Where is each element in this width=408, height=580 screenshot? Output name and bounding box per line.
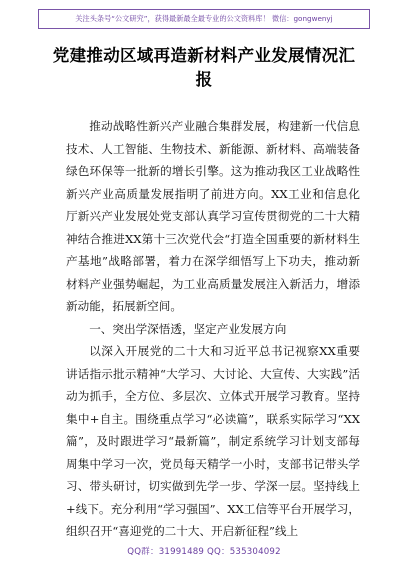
section-heading: 一、突出学深悟透，坚定产业发展方向	[89, 321, 287, 336]
section-paragraph: 以深入开展党的二十大和习近平总书记视察XX重要讲话指示批示精神“大学习、大讨论、大宣传、大实践”活动为抓手，全方位、多层次、立体式开展学习教育。坚持集中+自主。围绕重点学习“必读篇”，联系实际学习“XX篇”，及时跟进学习“最新篇”，制定系统学习计划支部每周集中学习一次，党员每天精学一小时，支部书记带头学习、带头研讨，切实做到先学一步、学深一层。坚持线上+线下。充分利用“学习强国”、XX工信等平台开展学习，组织召开“喜迎党的二十大、开启新征程”线上	[66, 344, 360, 538]
contact-footer: QQ群：31991489 QQ：535304092	[127, 547, 281, 557]
promo-banner: 关注头条号“公文研究”，获得最新最全最专业的公文资料库！ 微信：gongwenyj	[38, 9, 370, 29]
document-body	[66, 115, 360, 543]
document-title: 党建推动区域再造新材料产业发展情况汇报	[52, 46, 356, 89]
intro-paragraph: 推动战略性新兴产业融合集群发展，构建新一代信息技术、人工智能、生物技术、新能源、新材料、高端装备绿色环保等一批新的增长引擎。这为推动我区工业战略性新兴产业高质量发展指明了前进方向。XX工业和信息化厅新兴产业发展处党支部认真学习宣传贯彻党的二十大精神结合推进XX第十三次党代会“打造全国重要的新材料生产基地”战略部署，着力在深学细悟写上下功夫，推动新材料产业强势崛起，为工业高质量发展注入新活力，增添新动能，拓展新空间。	[66, 119, 360, 313]
